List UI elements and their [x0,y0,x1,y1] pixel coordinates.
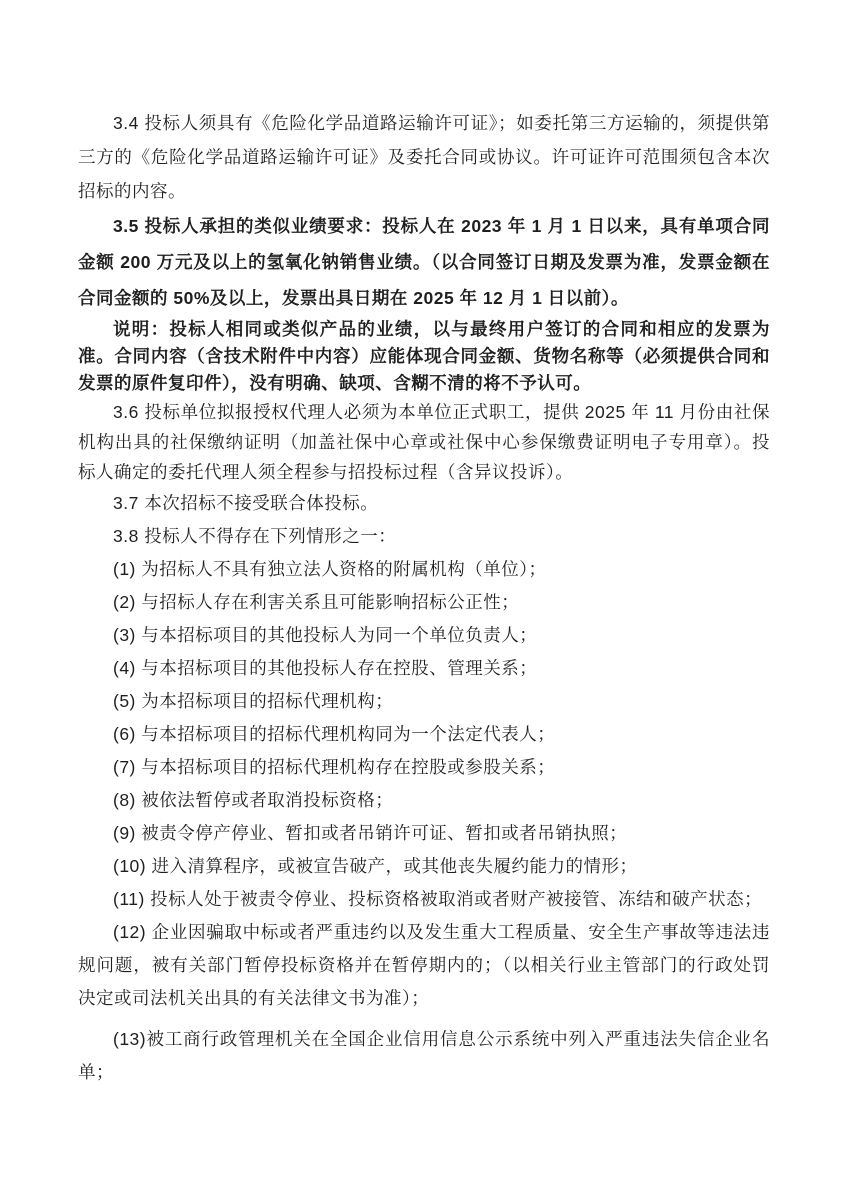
condition-6: (6) 与本招标项目的招标代理机构同为一个法定代表人； [113,724,556,744]
clause-note: 说明：投标人相同或类似产品的业绩，以与最终用户签订的合同和相应的发票为准。合同内容（含技术附件中内容）应能体现合同金额、货物名称等（必须提供合同和发票的原件复印件），没有明确、缺项、含糊不清的将不予认可。 [78,319,770,393]
condition-11: (11) 投标人处于被责令停业、投标资格被取消或者财产被接管、冻结和破产状态； [113,889,763,909]
condition-2: (2) 与招标人存在利害关系且可能影响招标公正性； [113,592,520,612]
condition-8: (8) 被依法暂停或者取消投标资格； [113,790,394,810]
clause-3-8: 3.8 投标人不得存在下列情形之一： [113,526,397,546]
clause-3-7: 3.7 本次招标不接受联合体投标。 [113,493,379,513]
condition-10: (10) 进入清算程序，或被宣告破产，或其他丧失履约能力的情形； [113,856,638,876]
condition-12: (12) 企业因骗取中标或者严重违约以及发生重大工程质量、安全生产事故等违法违规问题，被有关部门暂停投标资格并在暂停期内的；（以相关行业主管部门的行政处罚决定或司法机关出具的有关法律文书为准）； [78,922,770,1008]
document-body [78,106,770,1089]
clause-3-5: 3.5 投标人承担的类似业绩要求：投标人在 2023 年 1 月 1 日以来，具有单项合同金额 200 万元及以上的氢氧化钠销售业绩。（以合同签订日期及发票为准，发票金额在合同金额的 50%及以上，发票出具日期在 2025 年 12 月 1 日以前）。 [78,216,770,308]
condition-5: (5) 为本招标项目的招标代理机构； [113,691,394,711]
clause-3-6: 3.6 投标单位拟报授权代理人必须为本单位正式职工，提供 2025 年 11 月份由社保机构出具的社保缴纳证明（加盖社保中心章或社保中心参保缴费证明电子专用章）。投标人确定的委托代理人须全程参与招投标过程（含异议投诉）。 [78,402,770,482]
condition-3: (3) 与本招标项目的其他投标人为同一个单位负责人； [113,625,538,645]
condition-13: (13)被工商行政管理机关在全国企业信用信息公示系统中列入严重违法失信企业名单； [78,1029,770,1082]
condition-7: (7) 与本招标项目的招标代理机构存在控股或参股关系； [113,757,556,777]
condition-1: (1) 为招标人不具有独立法人资格的附属机构（单位）； [113,559,547,579]
condition-4: (4) 与本招标项目的其他投标人存在控股、管理关系； [113,658,538,678]
condition-9: (9) 被责令停产停业、暂扣或者吊销许可证、暂扣或者吊销执照； [113,823,628,843]
clause-3-4: 3.4 投标人须具有《危险化学品道路运输许可证》；如委托第三方运输的，须提供第三方的《危险化学品道路运输许可证》及委托合同或协议。许可证许可范围须包含本次招标的内容。 [78,113,770,201]
